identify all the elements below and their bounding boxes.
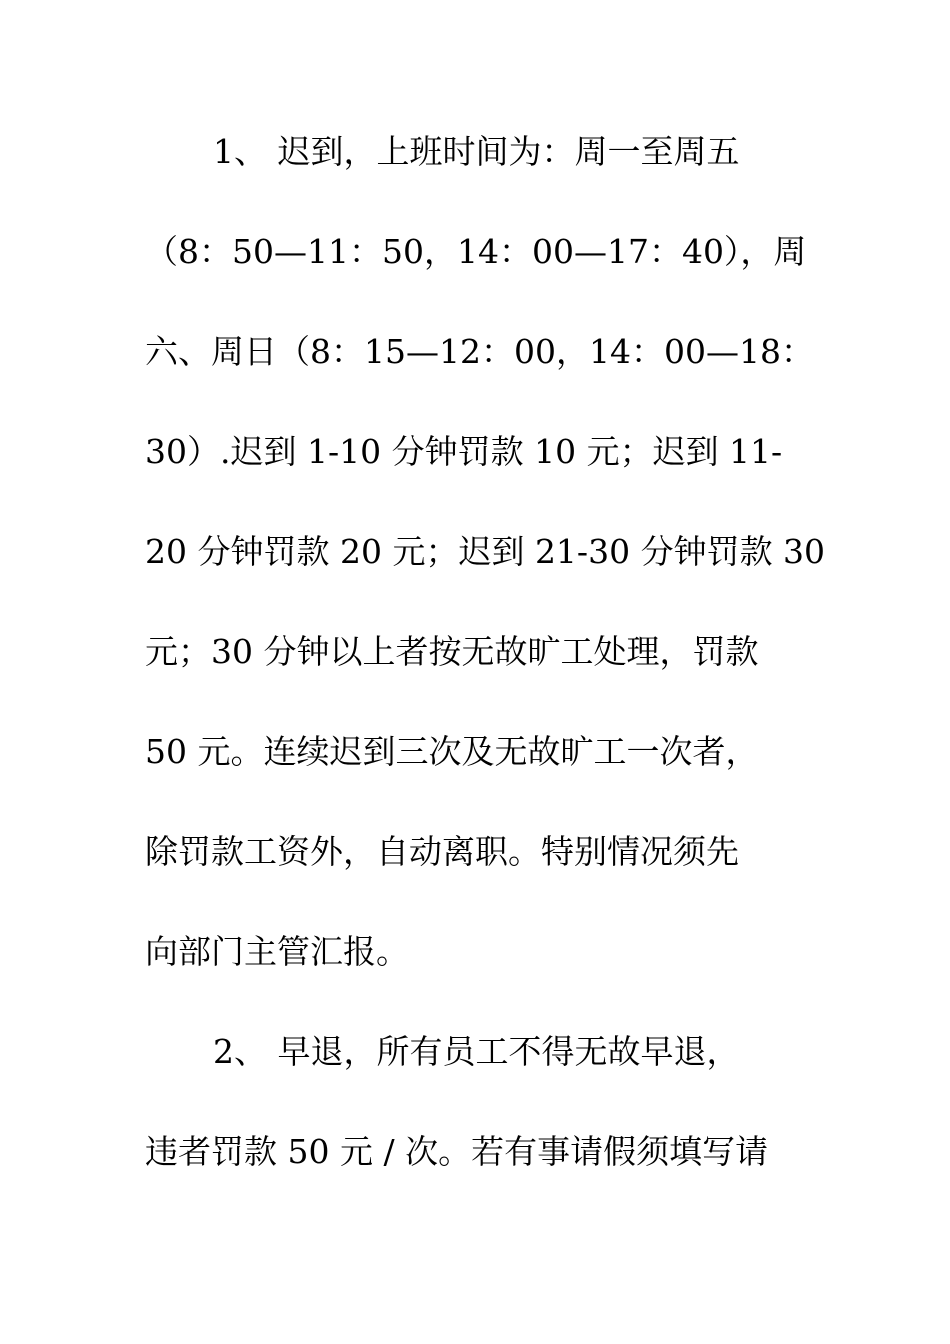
paragraph-1-line-1: 1、 迟到，上班时间为：周一至周五 — [213, 132, 740, 171]
paragraph-2-line-1: 2、 早退，所有员工不得无故早退， — [213, 1032, 740, 1071]
paragraph-2-line-2: 违者罚款 50 元 / 次。若有事请假须填写请 — [145, 1132, 769, 1171]
paragraph-1-line-2: （8：50—11：50，14：00—17：40），周 — [145, 232, 807, 271]
paragraph-1-line-4: 30）.迟到 1-10 分钟罚款 10 元；迟到 11- — [145, 432, 783, 471]
paragraph-1-line-7: 50 元。连续迟到三次及无故旷工一次者， — [145, 732, 759, 771]
paragraph-1-line-5: 20 分钟罚款 20 元；迟到 21-30 分钟罚款 30 — [145, 532, 826, 571]
paragraph-1-line-9: 向部门主管汇报。 — [145, 932, 409, 971]
paragraph-1-line-8: 除罚款工资外，自动离职。特别情况须先 — [145, 832, 739, 871]
paragraph-1-line-3: 六、周日（8：15—12：00，14：00—18： — [145, 332, 814, 371]
paragraph-1-line-6: 元；30 分钟以上者按无故旷工处理，罚款 — [145, 632, 759, 671]
